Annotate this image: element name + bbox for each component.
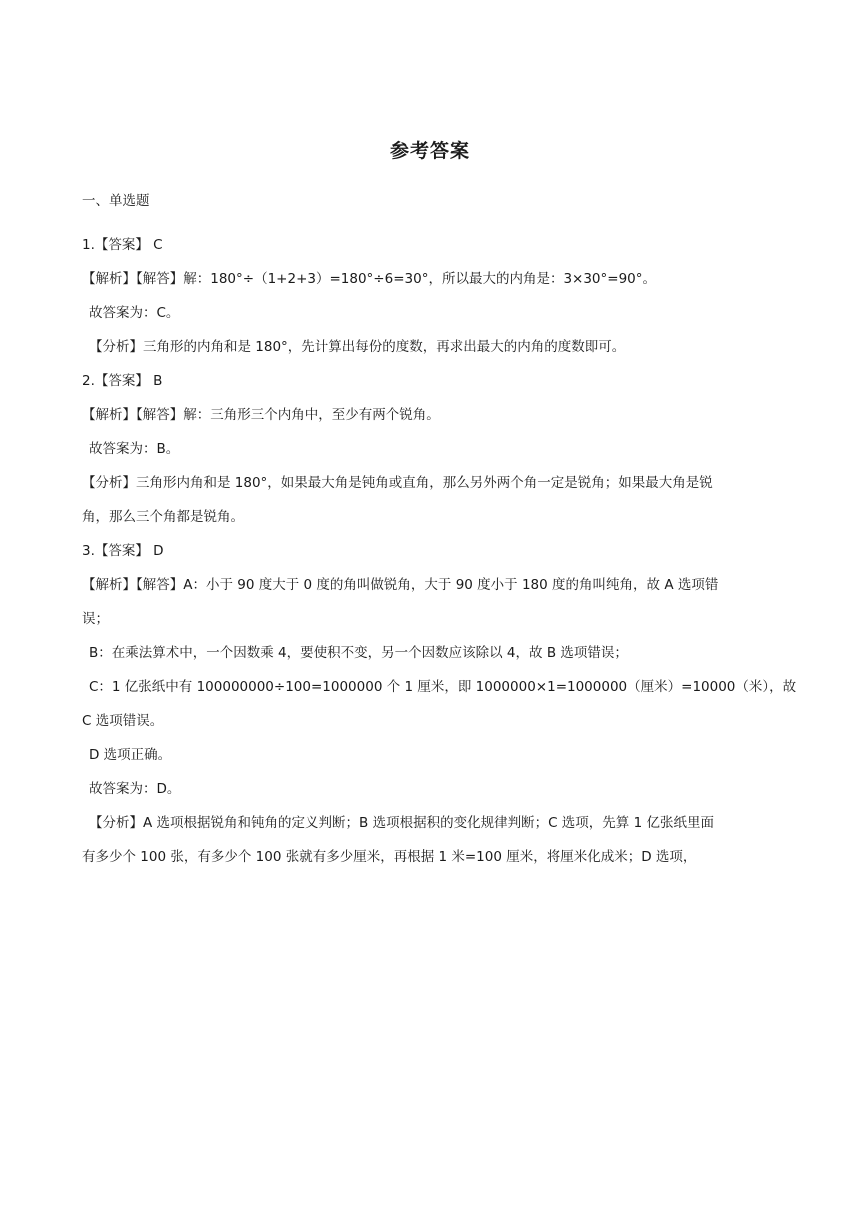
q3-answer: 3.【答案】 D [82,543,164,559]
q3-option-c-line-2: C 选项错误。 [82,713,164,729]
q3-analysis-line-2: 有多少个 100 张，有多少个 100 张就有多少厘米，再根据 1 米=100 厘米，将厘米化成米；D 选项， [82,849,697,865]
q3-option-c-line-1: C：1 亿张纸中有 100000000÷100=1000000 个 1 厘米，即 1000000×1=1000000（厘米）=10000（米），故 [89,679,797,695]
q2-explanation: 【解析】【解答】解：三角形三个内角中，至少有两个锐角。 [82,407,440,423]
q1-analysis: 【分析】三角形的内角和是 180°，先计算出每份的度数，再求出最大的内角的度数即可。 [89,339,626,355]
q3-option-d: D 选项正确。 [89,747,172,763]
q3-conclusion: 故答案为：D。 [89,781,181,797]
q2-conclusion: 故答案为：B。 [89,441,180,457]
q2-answer: 2.【答案】 B [82,373,163,389]
q1-conclusion: 故答案为：C。 [89,305,180,321]
answer-content [82,184,797,874]
q3-analysis-line-1: 【分析】A 选项根据锐角和钝角的定义判断；B 选项根据积的变化规律判断；C 选项，先算 1 亿张纸里面 [89,815,714,831]
q2-analysis-line-2: 角，那么三个角都是锐角。 [82,509,244,525]
q3-explanation-line-2: 误； [82,611,109,627]
q1-answer: 1.【答案】 C [82,237,163,253]
q1-explanation: 【解析】【解答】解：180°÷（1+2+3）=180°÷6=30°，所以最大的内角是：3×30°=90°。 [82,271,657,287]
q3-option-b: B：在乘法算术中，一个因数乘 4，要使积不变，另一个因数应该除以 4，故 B 选项错误； [89,645,628,661]
q2-analysis-line-1: 【分析】三角形内角和是 180°，如果最大角是钝角或直角，那么另外两个角一定是锐角；如果最大角是锐 [82,475,713,491]
q3-explanation-line-1: 【解析】【解答】A：小于 90 度大于 0 度的角叫做锐角，大于 90 度小于 180 度的角叫纯角，故 A 选项错 [82,577,719,593]
section-heading: 一、单选题 [82,193,150,209]
page-title: 参考答案 [389,140,470,162]
